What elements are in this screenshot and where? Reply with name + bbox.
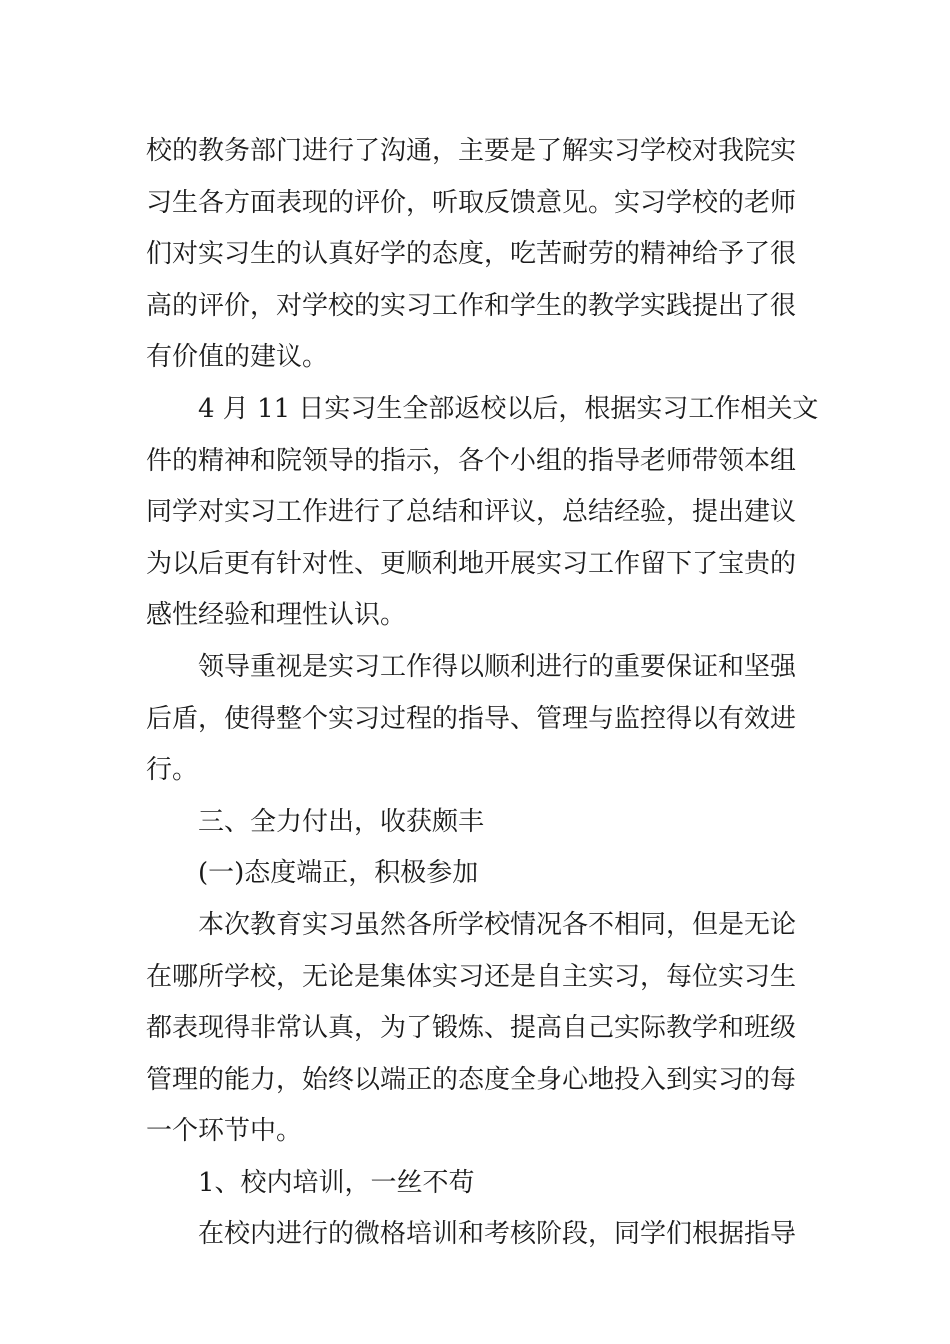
text-line: 管理的能力，始终以端正的态度全身心地投入到实习的每 [146, 1064, 797, 1095]
text-line: 一个环节中。 [146, 1116, 303, 1147]
text-line: 感性经验和理性认识。 [146, 600, 407, 631]
text-line: 习生各方面表现的评价，听取反馈意见。实习学校的老师 [146, 187, 797, 218]
subsection-heading: (一)态度端正，积极参加 [198, 858, 479, 889]
section-heading: 三、全力付出，收获颇丰 [198, 806, 485, 837]
text-line: 都表现得非常认真，为了锻炼、提高自己实际教学和班级 [146, 1013, 797, 1044]
text-line: 在哪所学校，无论是集体实习还是自主实习，每位实习生 [146, 961, 797, 992]
text-line: 行。 [146, 755, 199, 786]
text-line: 有价值的建议。 [146, 342, 329, 373]
document-body [146, 126, 819, 1261]
paragraph-first-line: 在校内进行的微格培训和考核阶段，同学们根据指导 [198, 1219, 797, 1250]
paragraph-first-line: 本次教育实习虽然各所学校情况各不相同，但是无论 [198, 909, 797, 940]
paragraph-first-line: 领导重视是实习工作得以顺利进行的重要保证和坚强 [198, 651, 797, 682]
text-line: 后盾，使得整个实习过程的指导、管理与监控得以有效进 [146, 703, 797, 734]
text-line: 校的教务部门进行了沟通，主要是了解实习学校对我院实 [146, 136, 797, 166]
text-line: 件的精神和院领导的指示，各个小组的指导老师带领本组 [146, 445, 797, 476]
text-line: 高的评价，对学校的实习工作和学生的教学实践提出了很 [146, 290, 797, 321]
text-line: 为以后更有针对性、更顺利地开展实习工作留下了宝贵的 [146, 548, 797, 579]
text-line: 们对实习生的认真好学的态度，吃苦耐劳的精神给予了很 [146, 239, 797, 270]
text-line: 同学对实习工作进行了总结和评议，总结经验，提出建议 [146, 497, 797, 528]
item-heading: 1、校内培训，一丝不苟 [198, 1167, 475, 1198]
paragraph-first-line: 4 月 11 日实习生全部返校以后，根据实习工作相关文 [198, 393, 819, 424]
